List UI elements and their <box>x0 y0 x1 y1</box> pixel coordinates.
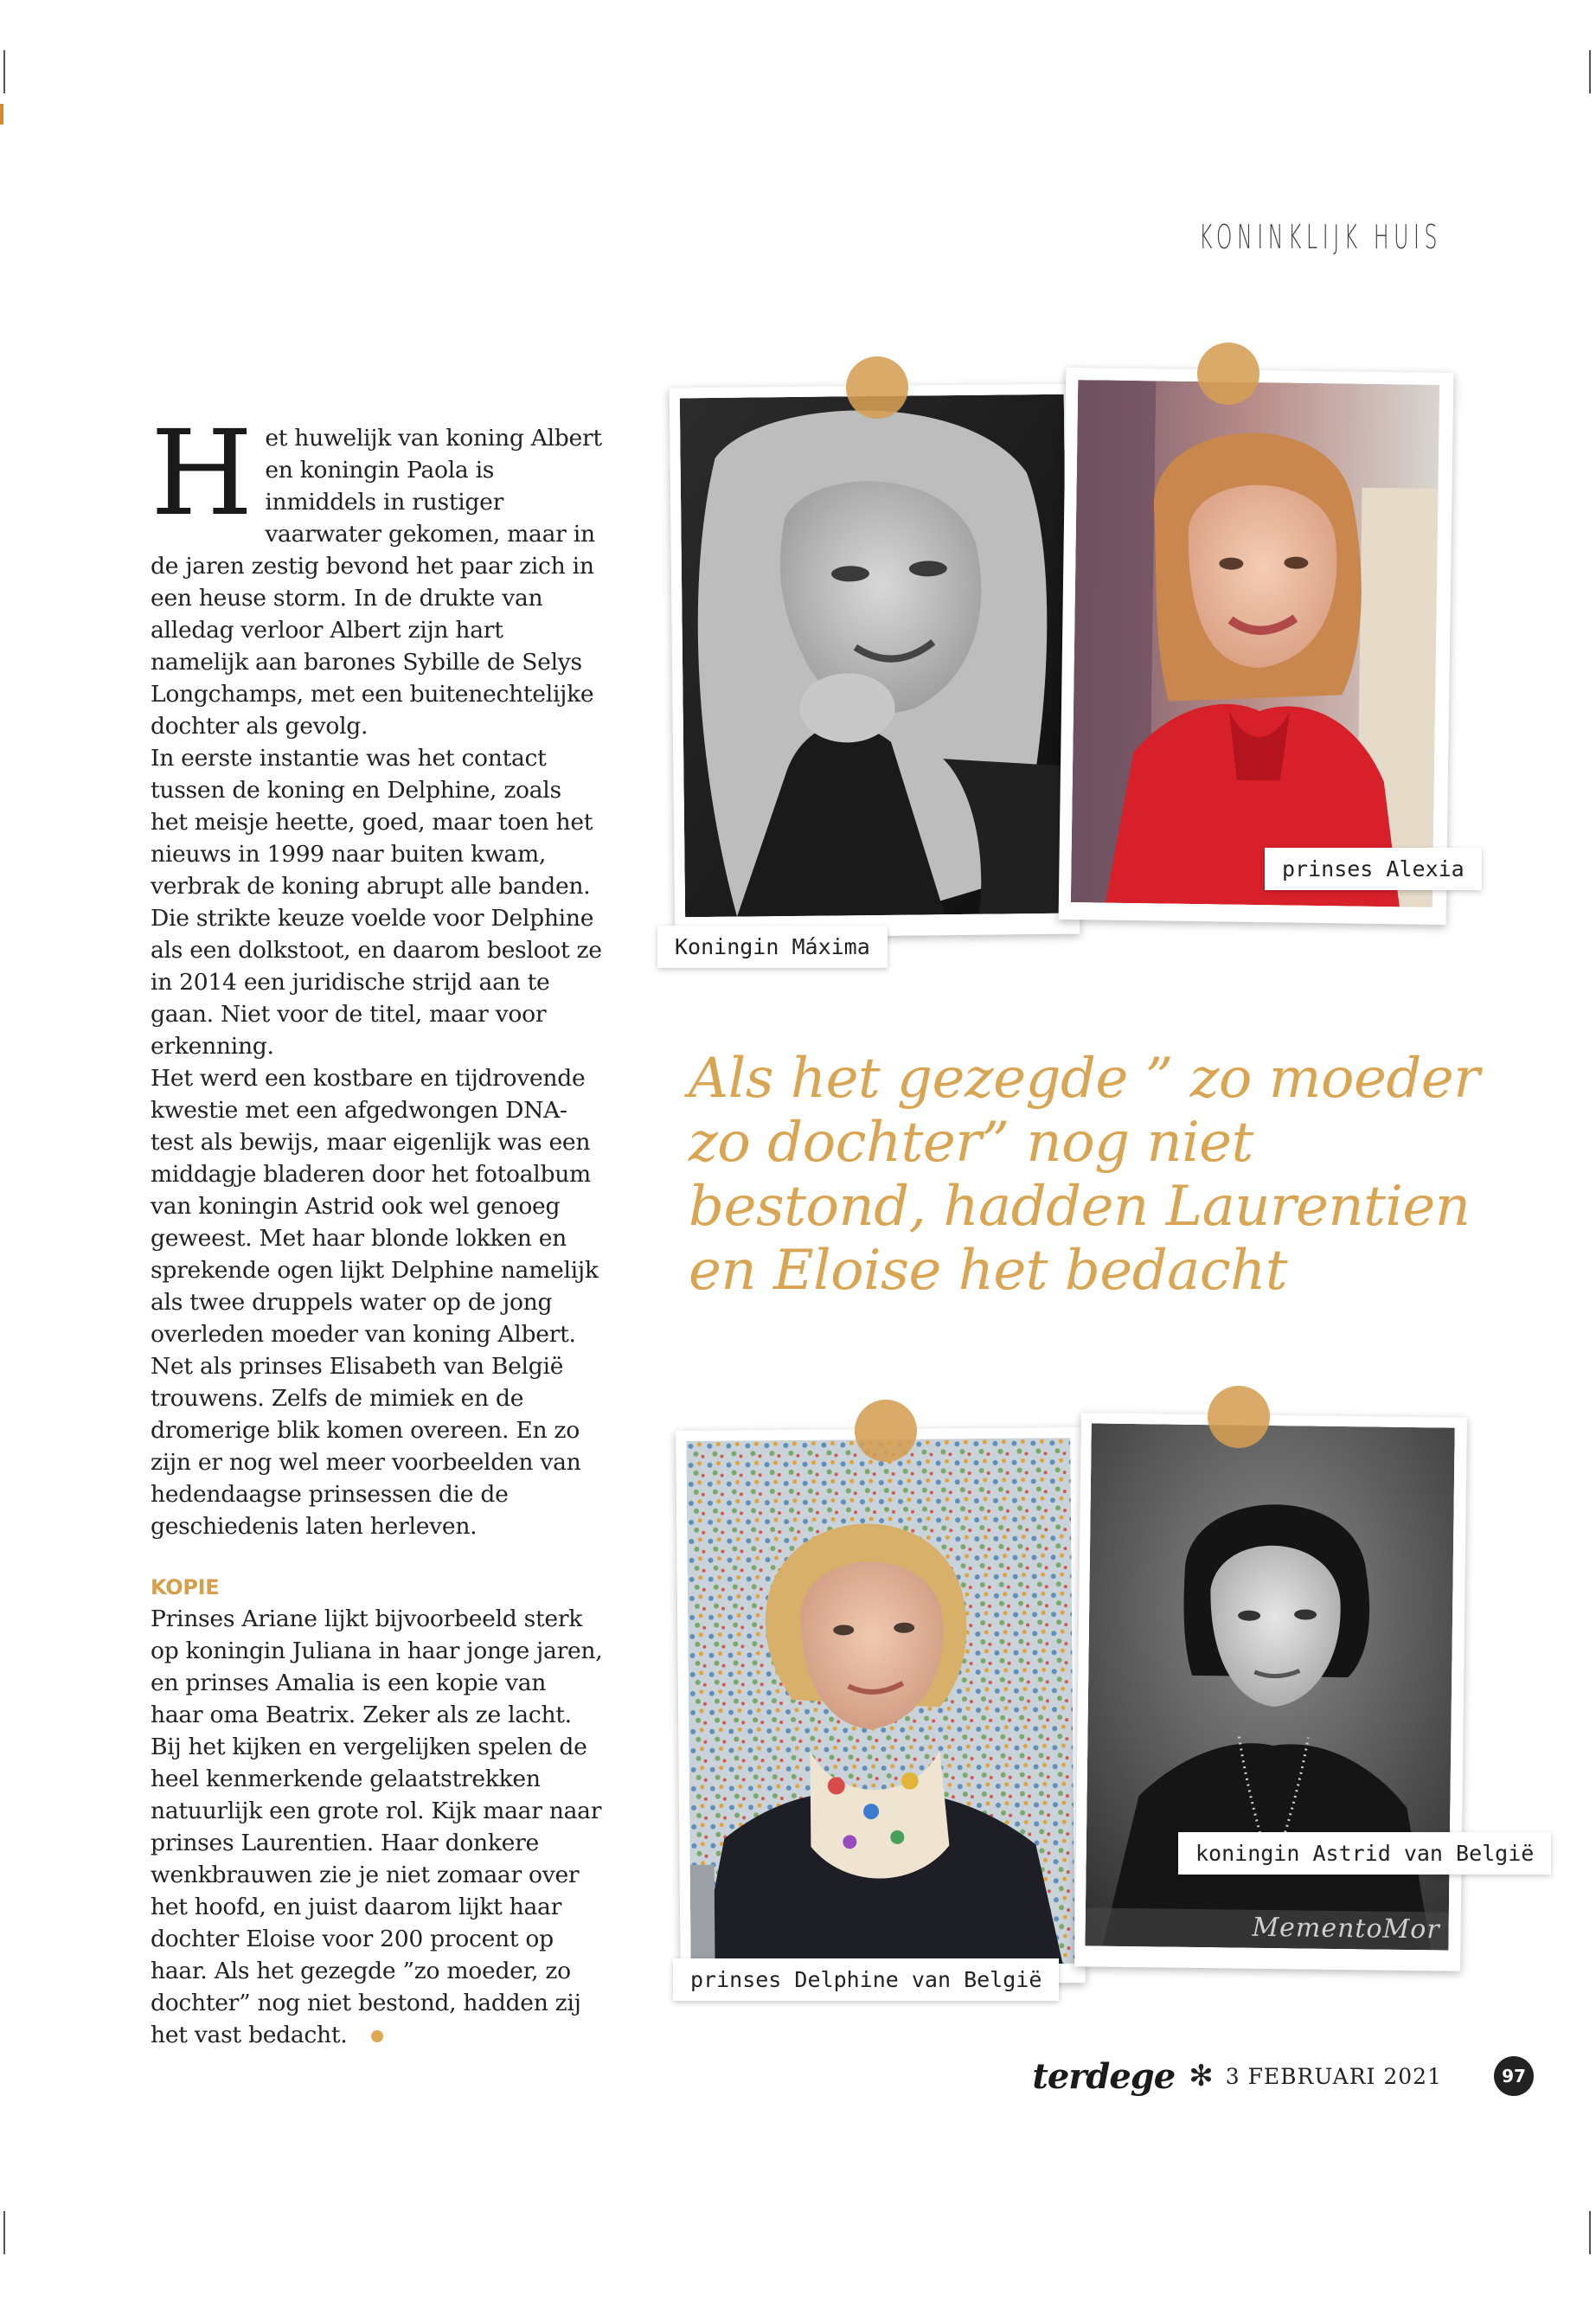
page-number: 97 <box>1494 2056 1534 2096</box>
photo-alexia <box>1071 380 1439 907</box>
caption-maxima: Koningin Máxima <box>657 926 888 968</box>
pull-quote: Als het gezegde ” zo moeder zo dochter” nog niet bestond, hadden Laurentien en Eloise het bedacht <box>689 1047 1480 1303</box>
paragraph-4-wrap <box>151 1603 604 2051</box>
article-body <box>151 406 604 2051</box>
pin-icon <box>1208 1386 1270 1448</box>
paragraph-1: et huwelijk van koning Albert en koningin Paola is inmiddels in rustiger vaarwater gekomen, maar in de jaren zestig bevond het paar zich in een heuse storm. In de drukte van alledag verloor Albert zijn hart namelijk aan barones Sybille de Selys Longchamps, met een buitenechtelijke dochter als gevolg. <box>151 425 602 740</box>
drop-cap: H <box>151 406 253 542</box>
photo-watermark: MementoMor <box>1252 1912 1440 1945</box>
section-label: KONINKLIJK HUIS <box>1199 218 1442 256</box>
page-footer <box>1032 2052 1534 2100</box>
paragraph-3: Het werd een kostbare en tijdrovende kwestie met een afgedwongen DNA-test als bewijs, maar eigenlijk was een middagje bladeren door het fotoalbum van koningin Astrid ook wel genoeg geweest. Met haar blonde lokken en sprekende ogen lijkt Delphine namelijk als twee druppels water op de jong overleden moeder van koning Albert. Net als prinses Elisabeth van België trouwens. Zelfs de mimiek en de dromerige blik komen overeen. En zo zijn er nog wel meer voorbeelden van hedendaagse prinsessen die de geschiedenis laten herleven. <box>151 1065 599 1540</box>
caption-astrid: koningin Astrid van België <box>1178 1832 1551 1875</box>
subhead: KOPIE <box>151 1575 220 1599</box>
photo-frame-astrid <box>1074 1413 1467 1971</box>
crop-mark <box>3 2211 5 2254</box>
paragraph-4: Prinses Ariane lijkt bijvoorbeeld sterk op koningin Juliana in haar jonge jaren, en prinses Amalia is een kopie van haar oma Beatrix. Zeker als ze lacht. Bij het kijken en vergelijken spelen de heel kenmerkende gelaatstrekken natuurlijk een grote rol. Kijk maar naar prinses Laurentien. Haar donkere wenkbrauwen zie je niet zomaar over het hoofd, en juist daarom lijkt haar dochter Eloise voor 200 procent op haar. Als het gezegde ”zo moeder, zo dochter” nog niet bestond, hadden zij het vast bedacht. <box>151 1606 603 2048</box>
photo-frame-maxima <box>670 384 1080 939</box>
pin-icon <box>1197 343 1259 405</box>
issue-date: 3 FEBRUARI 2021 <box>1225 2063 1442 2089</box>
pin-icon <box>846 356 908 419</box>
photo-maxima <box>680 394 1069 918</box>
caption-alexia: prinses Alexia <box>1265 848 1482 890</box>
magazine-logo: terdege <box>1032 2055 1176 2097</box>
color-bar-mark <box>0 104 3 125</box>
photo-delphine <box>686 1438 1074 1967</box>
paragraph-2: In eerste instantie was het contact tussen de koning en Delphine, zoals het meisje heette, goed, maar toen het nieuws in 1999 naar buiten kwam, verbrak de koning abrupt alle banden. Die strikte keuze voelde voor Delphine als een dolkstoot, en daarom besloot ze in 2014 een juridische strijd aan te gaan. Niet voor de titel, maar voor erkenning. <box>151 745 602 1060</box>
photo-frame-delphine <box>676 1427 1086 1986</box>
crop-mark <box>1589 2211 1591 2254</box>
photo-frame-alexia <box>1059 368 1454 925</box>
end-mark-icon <box>371 2030 383 2042</box>
paragraph-intro <box>151 406 604 742</box>
caption-delphine: prinses Delphine van België <box>673 1958 1059 2001</box>
asterisk-icon: ✻ <box>1189 2059 1214 2093</box>
crop-mark <box>1589 50 1591 93</box>
crop-mark <box>3 50 5 93</box>
pin-icon <box>855 1400 917 1462</box>
